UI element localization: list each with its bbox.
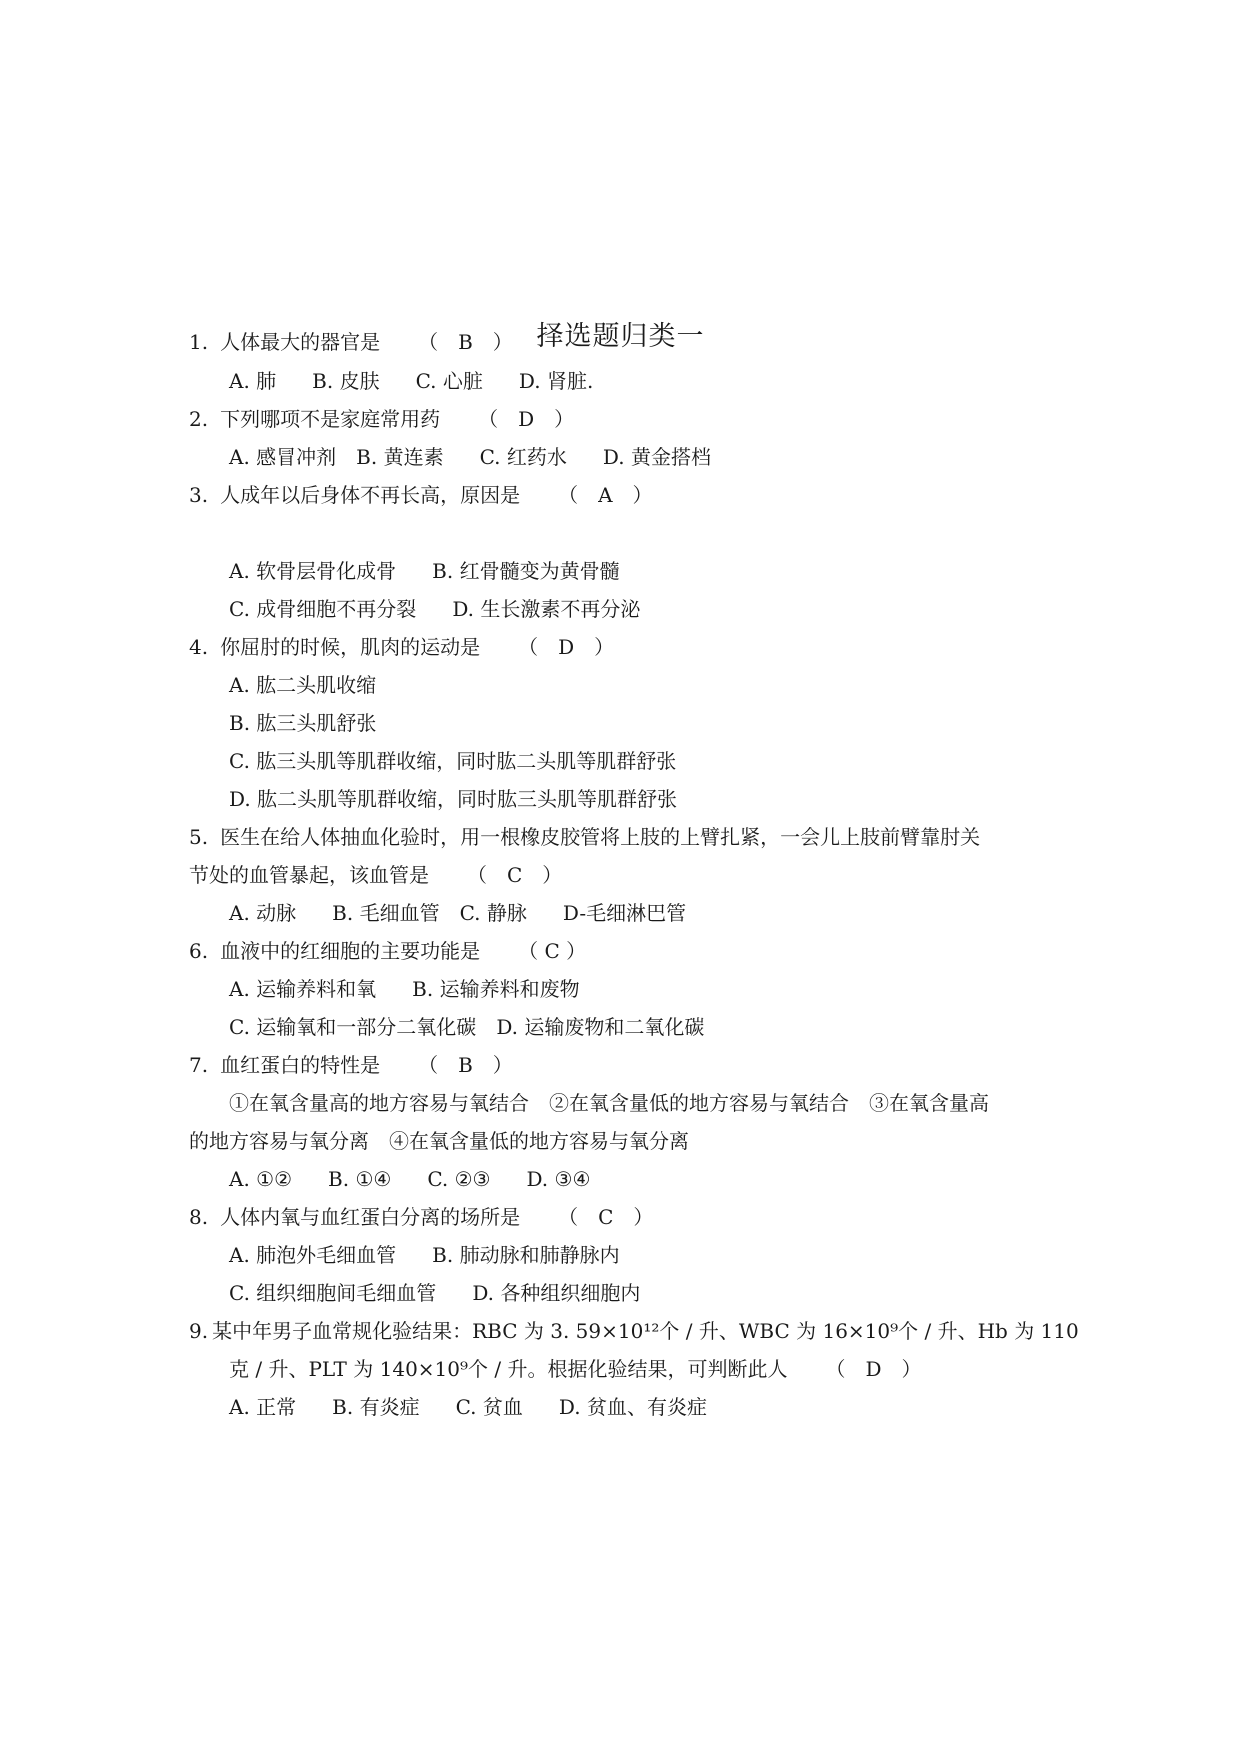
question-text: 人体内氧与血红蛋白分离的场所是: [220, 1205, 521, 1229]
option-c: C. 成骨细胞不再分裂: [229, 597, 417, 621]
option-b: B. 肱三头肌舒张: [229, 711, 377, 735]
question-text: 某中年男子血常规化验结果：RBC 为 3. 59×10¹²个 / 升、WBC 为 16×10⁹个 / 升、Hb 为 110: [212, 1319, 1079, 1343]
question-2: [189, 404, 574, 434]
option-c: C. ②③: [427, 1167, 491, 1191]
option-c: C. 红药水: [479, 445, 567, 469]
option-d: D. 运输废物和二氧化碳: [496, 1015, 705, 1039]
question-text: 人成年以后身体不再长高，原因是: [220, 483, 521, 507]
question-7: [189, 1050, 513, 1080]
option-c: C. 心脏: [415, 369, 483, 393]
options-q6-row2: [229, 1012, 704, 1042]
answer: （ C ）: [558, 1205, 654, 1229]
option-c: C. 肱三头肌等肌群收缩，同时肱二头肌等肌群舒张: [229, 749, 677, 773]
option-b: B. 红骨髓变为黄骨髓: [432, 559, 620, 583]
answer: （ D ）: [825, 1357, 922, 1381]
option-d: D. ③④: [526, 1167, 591, 1191]
option-a: A. 感冒冲剂: [229, 445, 337, 469]
options-q7: [229, 1164, 590, 1194]
option-c: C. 组织细胞间毛细血管: [229, 1281, 437, 1305]
answer: （ D ）: [478, 407, 575, 431]
question-1: [189, 327, 513, 357]
question-5-continued: [189, 860, 562, 890]
options-q1: [229, 366, 593, 396]
option-c: C. 贫血: [455, 1395, 523, 1419]
question-number: 6.: [189, 939, 209, 963]
question-4: [189, 632, 614, 662]
question-9: [189, 1316, 1079, 1346]
options-q3-row1: [229, 556, 620, 586]
question-text: 克 / 升、PLT 为 140×10⁹个 / 升。根据化验结果，可判断此人: [229, 1357, 788, 1381]
option-a: A. 正常: [229, 1395, 297, 1419]
option-a: A. 肺泡外毛细血管: [229, 1243, 397, 1267]
option-c: C. 运输氧和一部分二氧化碳: [229, 1015, 477, 1039]
question-3: [189, 480, 653, 510]
option-d: D. 各种组织细胞内: [472, 1281, 641, 1305]
question-text: 人体最大的器官是: [220, 330, 381, 354]
question-number: 2.: [189, 407, 209, 431]
statement-line-1: ①在氧含量高的地方容易与氧结合 ②在氧含量低的地方容易与氧结合 ③在氧含量高: [229, 1091, 989, 1115]
question-6: [189, 936, 586, 966]
question-number: 5.: [189, 825, 209, 849]
option-d: D-毛细淋巴管: [562, 901, 687, 925]
option-a: A. 运输养料和氧: [229, 977, 377, 1001]
answer: （ D ）: [518, 635, 615, 659]
option-a: A. ①②: [229, 1167, 293, 1191]
question-9-continued: [229, 1354, 922, 1384]
option-d: D. 肾脏.: [518, 369, 594, 393]
option-d: D. 贫血、有炎症: [558, 1395, 707, 1419]
question-number: 7.: [189, 1053, 209, 1077]
options-q2: [229, 442, 711, 472]
question-number: 8.: [189, 1205, 209, 1229]
options-q8-row1: [229, 1240, 620, 1270]
answer: （ A ）: [558, 483, 653, 507]
options-q5: [229, 898, 686, 928]
question-text: 医生在给人体抽血化验时，用一根橡皮胶管将上肢的上臂扎紧，一会儿上肢前臂靠肘关: [220, 825, 981, 849]
answer: （ C ）: [518, 939, 587, 963]
question-text: 节处的血管暴起，该血管是: [189, 863, 429, 887]
statement-line-2: 的地方容易与氧分离 ④在氧含量低的地方容易与氧分离: [189, 1129, 689, 1153]
question-number: 1.: [189, 330, 209, 354]
option-a: A. 软骨层骨化成骨: [229, 559, 397, 583]
answer: （ B ）: [418, 330, 513, 354]
option-b: B. 皮肤: [312, 369, 380, 393]
options-q8-row2: [229, 1278, 640, 1308]
option-c: C. 静脉: [459, 901, 527, 925]
option-d: D. 生长激素不再分泌: [452, 597, 641, 621]
option-a: A. 肺: [229, 369, 277, 393]
page-title: 择选题归类一: [536, 321, 705, 352]
question-text: 你屈肘的时候，肌肉的运动是: [220, 635, 481, 659]
option-b: B. 有炎症: [332, 1395, 420, 1419]
options-q9: [229, 1392, 707, 1422]
answer: （ C ）: [467, 863, 563, 887]
option-d: D. 黄金搭档: [602, 445, 711, 469]
question-5: [189, 822, 980, 852]
question-text: 血液中的红细胞的主要功能是: [220, 939, 481, 963]
question-text: 下列哪项不是家庭常用药: [220, 407, 441, 431]
options-q6-row1: [229, 974, 580, 1004]
option-a: A. 肱二头肌收缩: [229, 673, 377, 697]
question-text: 血红蛋白的特性是: [220, 1053, 381, 1077]
option-b: B. 运输养料和废物: [412, 977, 580, 1001]
question-number: 4.: [189, 635, 209, 659]
option-b: B. ①④: [328, 1167, 392, 1191]
option-b: B. 毛细血管: [332, 901, 440, 925]
options-q3-row2: [229, 594, 640, 624]
answer: （ B ）: [418, 1053, 513, 1077]
question-8: [189, 1202, 653, 1232]
question-number: 3.: [189, 483, 209, 507]
option-b: B. 肺动脉和肺静脉内: [432, 1243, 620, 1267]
option-b: B. 黄连素: [356, 445, 444, 469]
option-d: D. 肱二头肌等肌群收缩，同时肱三头肌等肌群舒张: [229, 787, 678, 811]
option-a: A. 动脉: [229, 901, 297, 925]
question-number: 9.: [189, 1319, 209, 1343]
